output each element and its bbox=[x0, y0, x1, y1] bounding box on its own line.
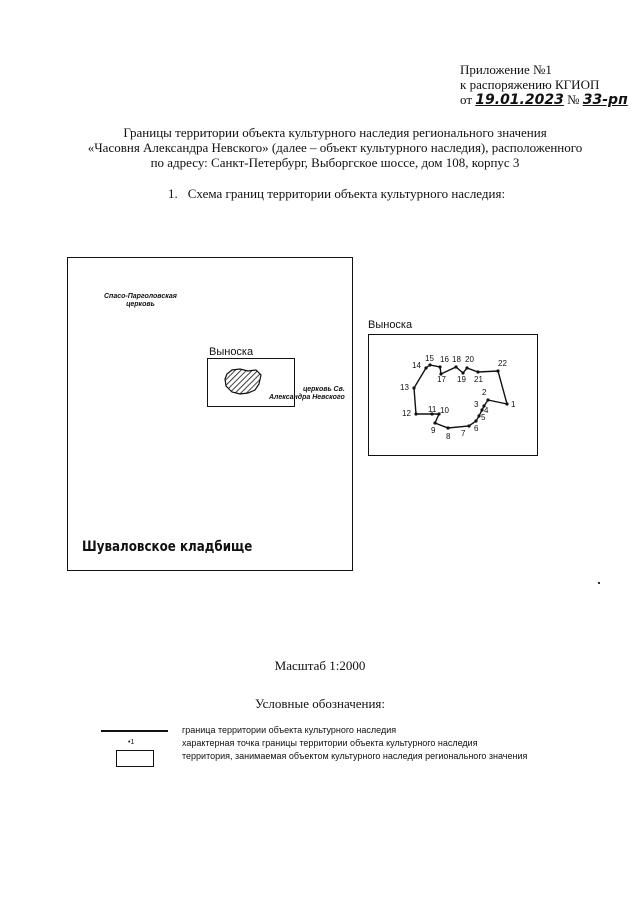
boundary-point-16 bbox=[438, 365, 441, 368]
title-line2: «Часовня Александра Невского» (далее – объект культурного наследия), расположенного bbox=[87, 140, 583, 155]
title-line1: Границы территории объекта культурного наследия регионального значения bbox=[123, 125, 547, 140]
date-prefix: от bbox=[460, 92, 473, 107]
stray-mark bbox=[598, 582, 600, 584]
appendix-line1: Приложение №1 bbox=[460, 62, 552, 77]
boundary-point-label-10: 10 bbox=[440, 406, 449, 415]
handwritten-date: 19.01.2023 bbox=[475, 92, 564, 108]
document-title bbox=[70, 125, 600, 170]
church2-line2: Александра Невского bbox=[269, 394, 345, 401]
boundary-point-6 bbox=[474, 419, 477, 422]
boundary-point-label-16: 16 bbox=[440, 355, 449, 364]
legend-boundary-line bbox=[101, 730, 168, 732]
boundary-point-2 bbox=[486, 398, 489, 401]
boundary-polygon bbox=[368, 334, 538, 456]
cemetery-label: Шуваловское кладбище bbox=[82, 539, 253, 555]
small-callout-label: Выноска bbox=[209, 346, 254, 358]
boundary-point-label-13: 13 bbox=[400, 383, 409, 392]
boundary-point-label-14: 14 bbox=[412, 361, 421, 370]
legend-item-boundary: граница территории объекта культурного наследия bbox=[182, 725, 397, 735]
boundary-point-label-7: 7 bbox=[461, 429, 466, 438]
number-prefix: № bbox=[567, 92, 580, 107]
title-line3: по адресу: Санкт-Петербург, Выборгское шоссе, дом 108, корпус 3 bbox=[150, 155, 520, 170]
legend-point-sample: •1 bbox=[128, 739, 135, 746]
boundary-point-label-4: 4 bbox=[484, 406, 489, 415]
boundary-point-label-12: 12 bbox=[402, 409, 411, 418]
boundary-point-label-15: 15 bbox=[425, 354, 434, 363]
handwritten-number: 33-рп bbox=[582, 92, 628, 108]
appendix-line3 bbox=[460, 92, 628, 108]
boundary-point-label-2: 2 bbox=[482, 388, 487, 397]
church-label-spaso bbox=[104, 293, 177, 309]
boundary-point-label-5: 5 bbox=[481, 413, 486, 422]
callout-label: Выноска bbox=[368, 319, 413, 331]
boundary-point-18 bbox=[454, 365, 457, 368]
church1-line2: церковь bbox=[126, 301, 155, 308]
boundary-point-14 bbox=[424, 366, 427, 369]
legend-territory-rect bbox=[116, 750, 154, 767]
boundary-point-label-6: 6 bbox=[474, 424, 479, 433]
legend-title: Условные обозначения: bbox=[254, 696, 386, 711]
boundary-point-21 bbox=[476, 370, 479, 373]
boundary-point-13 bbox=[412, 386, 415, 389]
section-heading bbox=[168, 186, 505, 202]
boundary-point-7 bbox=[467, 424, 470, 427]
boundary-point-8 bbox=[446, 426, 449, 429]
section-number: 1. bbox=[168, 186, 178, 201]
boundary-point-label-8: 8 bbox=[446, 432, 451, 441]
boundary-point-label-11: 11 bbox=[428, 405, 437, 414]
boundary-point-22 bbox=[496, 369, 499, 372]
chapel-territory-shape bbox=[222, 366, 264, 396]
boundary-point-label-3: 3 bbox=[474, 400, 479, 409]
legend-item-territory: территория, занимаемая объектом культурного наследия регионального значения bbox=[182, 751, 528, 761]
church1-line1: Спасо-Парголовская bbox=[104, 293, 177, 300]
boundary-point-15 bbox=[428, 363, 431, 366]
scale-label: Масштаб 1:2000 bbox=[274, 658, 366, 673]
boundary-point-label-9: 9 bbox=[431, 426, 436, 435]
boundary-point-label-18: 18 bbox=[452, 355, 461, 364]
boundary-point-label-19: 19 bbox=[457, 375, 466, 384]
boundary-point-12 bbox=[414, 412, 417, 415]
boundary-point-label-20: 20 bbox=[465, 355, 474, 364]
boundary-point-label-21: 21 bbox=[474, 375, 483, 384]
legend-item-point: характерная точка границы территории объекта культурного наследия bbox=[182, 738, 478, 748]
church-label-nevsky bbox=[269, 386, 345, 402]
section-text: Схема границ территории объекта культурного наследия: bbox=[187, 186, 506, 201]
boundary-point-1 bbox=[505, 402, 508, 405]
boundary-point-label-1: 1 bbox=[511, 400, 516, 409]
appendix-line2: к распоряжению КГИОП bbox=[460, 77, 600, 92]
boundary-point-20 bbox=[465, 366, 468, 369]
boundary-point-label-17: 17 bbox=[437, 375, 446, 384]
boundary-point-label-22: 22 bbox=[498, 359, 507, 368]
boundary-point-9 bbox=[433, 421, 436, 424]
appendix-block bbox=[460, 62, 628, 108]
church2-line1: церковь Св. bbox=[302, 386, 345, 393]
